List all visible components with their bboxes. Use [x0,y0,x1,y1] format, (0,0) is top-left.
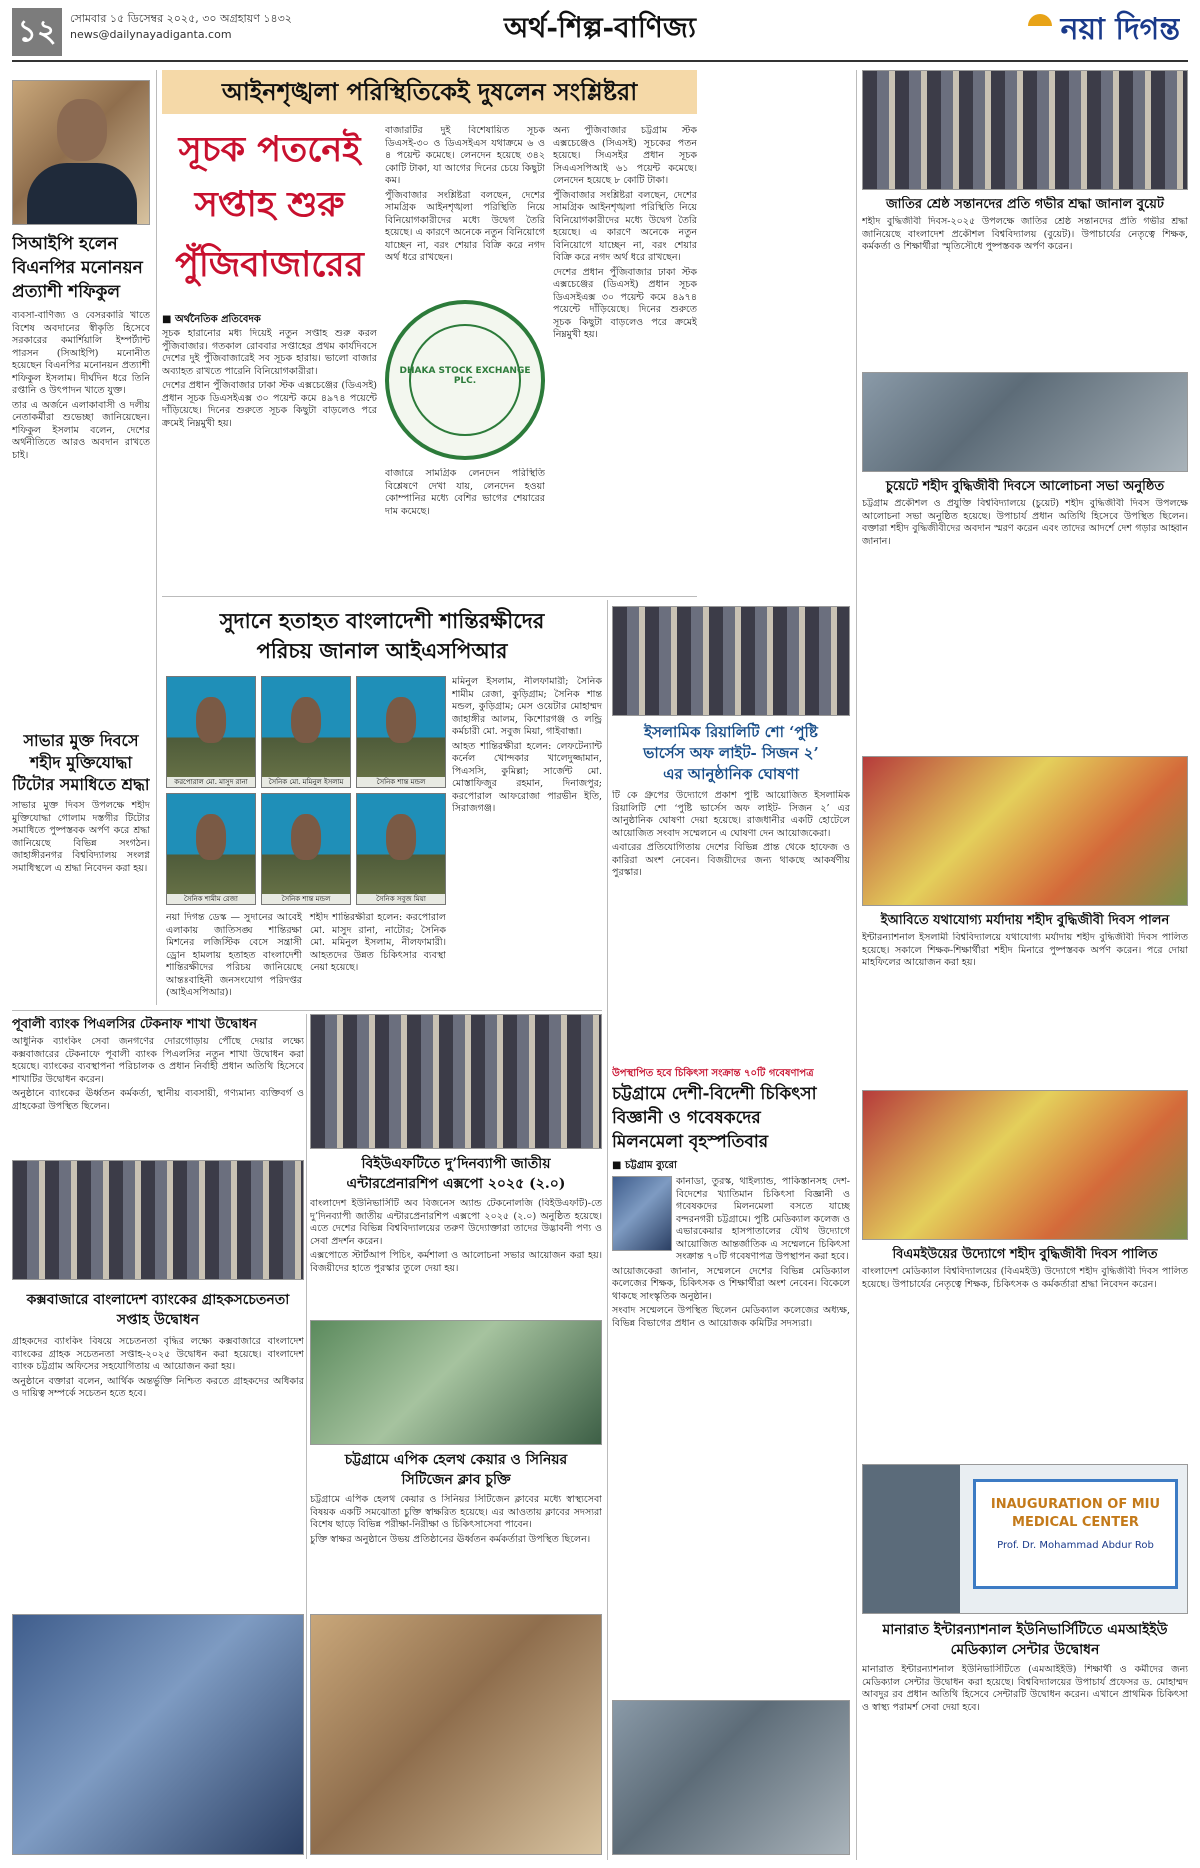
main-headline [162,125,377,305]
dse-seal-text: DHAKA STOCK EXCHANGE PLC. [399,366,531,386]
soldier-photo-2 [261,676,351,788]
dse-seal [385,300,545,460]
expo-headline [310,1154,602,1194]
islamic-show-photo [612,606,850,716]
miu-banner-board [973,1479,1178,1589]
soldier-label-4: সৈনিক শামীম রেজা [167,894,255,904]
islamic-show-headline-1: ইসলামিক রিয়ালিটি শো ‘পুষ্টি [644,723,818,741]
profile-suit [27,163,137,225]
islamic-show-headline-3: এর আনুষ্ঠানিক ঘোষণা [663,765,799,783]
sudan-headline-line2: পরিচয় জানাল আইএসপিআর [256,638,508,663]
main-col3-p1: অন্য পুঁজিবাজার চট্টগ্রাম স্টক এক্সচেঞ্জেও (সিএসই) সূচকের পতন হয়েছে। সিএসইর প্রধান সূচক সিএএসপিআই ৬১ পয়েন্ট কমেছে। লেনদেন হয়েছে ৮ কোটি টাকা। [553,125,697,186]
miu-title [862,1620,1188,1660]
main-col2 [385,125,545,295]
soldier-label-3: সৈনিক শান্ত মন্ডল [357,777,445,787]
pubali-p1: আধুনিক ব্যাংকিং সেবা জনগণের দোরগোড়ায় পৌঁছে দেয়ার লক্ষ্যে কক্সবাজারের টেকনাফে পূবালী ব্যাংক পিএলসির নতুন শাখা উদ্বোধন করা হয়েছে। ব্যাংকের ব্যবস্থাপনা পরিচালক ও প্রধান নির্বাহী প্রধান অতিথি হিসেবে শাখাটির উদ্বোধন করেন। [12,1036,304,1085]
main-byline: ■ অর্থনৈতিক প্রতিবেদক [162,314,261,325]
bmu-photo [862,1090,1188,1240]
iubat-title: ইআবিতে যথাযোগ্য মর্যাদায় শহীদ বুদ্ধিজীবী দিবস পালন [880,913,1170,928]
buet-text: শহীদ বুদ্ধিজীবী দিবস-২০২৫ উপলক্ষে জাতির শ্রেষ্ঠ সন্তানদের প্রতি গভীর শ্রদ্ধা জানিয়েছে বাংলাদেশ প্রকৌশল বিশ্ববিদ্যালয় (বুয়েট)। উপাচার্যের নেতৃত্বে শিক্ষক, কর্মকর্তা ও শিক্ষার্থীরা স্মৃতিসৌধে পুষ্পস্তবক অর্পণ করেন। [862,216,1188,252]
soldier-photo-grid [166,676,446,906]
main-col2b [385,468,545,588]
logo-sun-icon [1028,14,1052,26]
epic-headline [310,1450,602,1490]
soldier-photo-1 [166,676,256,788]
expo-headline-1: বিইউএফটিতে দু’দিনব্যাপী জাতীয় [361,1156,551,1172]
header-date: সোমবার ১৫ ডিসেম্বর ২০২৫, ৩০ অগ্রহায়ণ ১৪৩২ [70,12,292,25]
epic-p2: চুক্তি স্বাক্ষর অনুষ্ঠানে উভয় প্রতিষ্ঠানের ঊর্ধ্বতন কর্মকর্তারা উপস্থিত ছিলেন। [310,1533,591,1545]
epic-headline-2: সিটিজেন ক্লাব চুক্তি [401,1472,511,1488]
bmu-text: বাংলাদেশ মেডিক্যাল বিশ্ববিদ্যালয়ের (বিএমইউ) উদ্যোগে শহীদ বুদ্ধিজীবী দিবস পালিত হয়েছে। উপাচার্যের নেতৃত্বে শিক্ষক, চিকিৎসক ও কর্মকর্তারা শ্রদ্ধা নিবেদন করেন। [862,1266,1188,1290]
miu-banner-title: INAUGURATION OF MIU MEDICAL CENTER [990,1497,1161,1530]
bmu-title: বিএমইউয়ের উদ্যোগে শহীদ বুদ্ধিজীবী দিবস পালিত [892,1247,1158,1262]
ctg-medical-text [612,1176,850,1686]
profile-photo [12,80,150,225]
left-lower-rule [12,1010,602,1011]
sudan-side-p1: মমিনুল ইসলাম, নীলফামারী; সৈনিক শামীম রেজা, কুড়িগ্রাম; সৈনিক শান্ত মন্ডল, কুড়িগ্রাম; মেস ওয়েটার মোহাম্মদ জাহাঙ্গীর আলম, কিশোরগঞ্জ ও লন্ড্রি কর্মচারী মো. সবুজ মিয়া, গাইবান্ধা। [452,676,602,737]
ctg-medical-headline-1: চট্টগ্রামে দেশী-বিদেশী চিকিৎসা [612,1084,817,1104]
savar-text [12,800,150,1000]
center-bottom-photo [310,1614,602,1855]
soldier-label-1: করপোরাল মো. মাসুদ রানা [167,777,255,787]
miu-title-1: মানারাত ইন্টারন্যাশনাল ইউনিভার্সিটিতে এমআইইউ [882,1622,1168,1638]
epic-photo [310,1320,602,1445]
islamic-show-headline [612,722,850,785]
pubali-photo [12,1160,304,1280]
sudan-body [166,912,446,1006]
buet-title: জাতির শ্রেষ্ঠ সন্তানদের প্রতি গভীর শ্রদ্ধা জানাল বুয়েট [885,197,1164,212]
masthead-logo [930,10,1180,54]
soldier-photo-3 [356,676,446,788]
ctg-medical-p1 [612,1176,850,1264]
main-col3-p3: দেশের প্রধান পুঁজিবাজার ঢাকা স্টক এক্সচেঞ্জের (ডিএসই) প্রধান সূচক ডিএসইএক্স ৩০ পয়েন্ট কমে ৪৯৭৪ পয়েন্টে দাঁড়িয়েছে। দিনের শুরুতে সূচক কিছুটা বাড়লেও পরে ক্রমেই নিম্নমুখী হয়। [553,266,697,340]
sudan-body-p2: শহীদ শান্তিরক্ষীরা হলেন: করপোরাল মো. মাসুদ রানা, নাটোর; সৈনিক মো. মমিনুল ইসলাম, নীলফামারী। আহতদের উন্নত চিকিৎসার ব্যবস্থা নেয়া হয়েছে। [310,912,446,973]
sudan-body-p1: নয়া দিগন্ত ডেস্ক — সুদানের আবেই এলাকায় জাতিসঙ্ঘ শান্তিরক্ষা মিশনের লজিস্টিক বেসে সন্ত্রাসী ড্রোন হামলায় হতাহত বাংলাদেশী শান্তিরক্ষীদের পরিচয় জানিয়েছে আন্তঃবাহিনী জনসংযোগ পরিদপ্তর (আইএসপিআর)। [166,912,302,998]
islamic-show-headline-2: ভার্সেস অফ লাইট- সিজন ২’ [643,744,819,762]
main-byline-text: অর্থনৈতিক প্রতিবেদক [174,314,261,325]
page-number: ১২ [17,14,57,49]
epic-headline-1: চট্টগ্রামে এপিক হেলথ কেয়ার ও সিনিয়র [344,1452,568,1468]
epic-text [310,1494,602,1604]
miu-photo [862,1464,1188,1614]
ctg-medical-byline-text: চট্টগ্রাম ব্যুরো [624,1160,677,1171]
ctg-medical-byline: ■ চট্টগ্রাম ব্যুরো [612,1160,677,1171]
main-col3 [553,125,697,588]
mid-col-rule [607,600,608,1860]
page-number-box [12,8,62,56]
main-banner [162,70,697,114]
pubali-text [12,1036,304,1156]
profile-text-p2: তার এ অর্জনে এলাকাবাসী ও দলীয় নেতাকর্মীরা শুভেচ্ছা জানিয়েছেন। শফিকুল ইসলাম বলেন, দেশের অর্থনীতিতে আরও অবদান রাখতে চাই। [12,399,150,461]
coxs-text [12,1336,304,1606]
ctg-medical-headline-3: মিলনমেলা বৃহস্পতিবার [612,1132,769,1152]
main-col2-p1: বাজারটির দুই বিশেষায়িত সূচক ডিএসই-৩০ ও ডিএসইএস যথাক্রমে ৬ ও ৪ পয়েন্ট কমেছে। লেনদেন হয়েছে ৩৪২ কোটি টাকা, যা আগের দিনের চেয়ে কিছুটা কম। [385,125,545,186]
soldier-label-6: সৈনিক সবুজ মিয়া [357,894,445,904]
right-col-rule [856,70,857,1860]
savar-text-p1: সাভার মুক্ত দিবস উপলক্ষে শহীদ মুক্তিযোদ্ধা গোলাম দস্তগীর টিটোর সমাধিতে পুষ্পস্তবক অর্পণ করে শ্রদ্ধা জানিয়েছে বিভিন্ন সংগঠন। জাহাঙ্গীরনগর বিশ্ববিদ্যালয় সংলগ্ন সমাধিস্থলে এ শ্রদ্ধা নিবেদন করা হয়। [12,800,150,874]
main-col1-p2: দেশের প্রধান পুঁজিবাজার ঢাকা স্টক এক্সচেঞ্জের (ডিএসই) প্রধান সূচক ডিএসইএক্স ৩০ পয়েন্ট কমে ৪৯৭৪ পয়েন্টে দাঁড়িয়েছে। দিনের শুরুতে সূচক কিছুটা বাড়লেও পরে ক্রমেই নিম্নমুখী হয়। [162,380,377,429]
coxs-p2: অনুষ্ঠানে বক্তারা বলেন, আর্থিক অন্তর্ভুক্তি নিশ্চিত করতে গ্রাহকদের অধিকার ও দায়িত্ব সম্পর্কে সচেতন হতে হবে। [12,1375,304,1399]
expo-p2: এক্সপোতে স্টার্টআপ পিচিং, কর্মশালা ও আলোচনা সভার আয়োজন করা হয়। বিজয়ীদের হাতে পুরস্কার তুলে দেয়া হয়। [310,1250,602,1274]
soldier-photo-6 [356,793,446,905]
header-email[interactable]: news@dailynayadiganta.com [70,28,232,41]
expo-p1: বাংলাদেশ ইউনিভার্সিটি অব বিজনেস অ্যান্ড টেকনোলজি (বিইউএফটি)-তে দু’দিনব্যাপী জাতীয় এন্টারপ্রেনারশিপ এক্সপো ২০২৫ (২.০) অনুষ্ঠিত হয়েছে। এতে দেশের বিভিন্ন বিশ্ববিদ্যালয়ের তরুণ উদ্যোক্তারা তাদের উদ্ভাবনী পণ্য ও সেবা প্রদর্শন করেন। [310,1198,602,1247]
miu-banner-name: Prof. Dr. Mohammad Abdur Rob [997,1540,1154,1551]
ctg-medical-p2: আয়োজকেরা জানান, সম্মেলনে দেশের বিভিন্ন মেডিক্যাল কলেজের শিক্ষক, চিকিৎসক ও শিক্ষার্থীরা অংশ নেবেন। বিকেলে থাকছে সাংস্কৃতিক অনুষ্ঠান। [612,1265,850,1302]
section-title: অর্থ-শিল্প-বাণিজ্য [503,11,696,44]
main-headline-line3: পুঁজিবাজারের [175,244,364,285]
profile-text-p1: ব্যবসা-বাণিজ্য ও বেসরকারি খাতে বিশেষ অবদানের স্বীকৃতি হিসেবে সরকারের কমার্শিয়ালি ইম্পর্ট্যান্ট পারসন (সিআইপি) মনোনীত হয়েছেন বিএনপির মনোনয়ন প্রত্যাশী শফিকুল ইসলাম। দীর্ঘদিন ধরে তিনি রপ্তানি ও উৎপাদন খাতে যুক্ত। [12,310,150,396]
soldier-label-5: সৈনিক শান্ত মন্ডল [262,894,350,904]
iubat-text: ইন্টারন্যাশনাল ইসলামী বিশ্ববিদ্যালয়ে যথাযোগ্য মর্যাদায় শহীদ বুদ্ধিজীবী দিবস পালিত হয়েছে। সকালে শিক্ষক-শিক্ষার্থীরা শহীদ মিনারে পুষ্পস্তবক অর্পণ করেন। পরে দোয়া মাহফিলের আয়োজন করা হয়। [862,932,1188,968]
ctg-medical-headline [612,1082,850,1154]
logo-text: নয়া দিগন্ত [1060,12,1180,47]
pubali-p2: অনুষ্ঠানে ব্যাংকের ঊর্ধ্বতন কর্মকর্তা, স্থানীয় ব্যবসায়ী, গণ্যমান্য ব্যক্তিবর্গ ও গ্রাহকেরা উপস্থিত ছিলেন। [12,1088,304,1112]
ctg-medical-kicker: উপস্থাপিত হবে চিকিৎসা সংক্রান্ত ৭০টি গবেষণাপত্র [612,1068,814,1079]
soldier-photo-5 [261,793,351,905]
cuet-text: চট্টগ্রাম প্রকৌশল ও প্রযুক্তি বিশ্ববিদ্যালয়ে (চুয়েট) শহীদ বুদ্ধিজীবী দিবস উপলক্ষে আলোচনা সভা অনুষ্ঠিত হয়েছে। উপাচার্য প্রধান অতিথি হিসেবে উপস্থিত ছিলেন। বক্তারা শহীদ বুদ্ধিজীবীদের অবদান স্মরণ করেন এবং তাদের আদর্শে দেশ গড়ার আহ্বান জানান। [862,498,1188,547]
savar-headline: সাভার মুক্ত দিবসে শহীদ মুক্তিযোদ্ধা টিটোর সমাধিতে শ্রদ্ধা [12,731,150,794]
cuet-title: চুয়েটে শহীদ বুদ্ধিজীবী দিবসে আলোচনা সভা অনুষ্ঠিত [885,479,1165,494]
ctg-medical-p3: সংবাদ সম্মেলনে উপস্থিত ছিলেন মেডিক্যাল কলেজের অধ্যক্ষ, বিভিন্ন বিভাগের প্রধান ও আয়োজক কমিটির সদস্যরা। [612,1305,850,1329]
main-col3-p2: পুঁজিবাজার সংশ্লিষ্টরা বলছেন, দেশের সামগ্রিক আইনশৃঙ্খলা পরিস্থিতি নিয়ে বিনিয়োগকারীদের মধ্যে উদ্বেগ তৈরি হয়েছে। এ কারণে অনেকে নতুন বিনিয়োগে যাচ্ছেন না, বরং শেয়ার বিক্রি করে নগদ অর্থ ধরে রাখছেন। [553,189,697,263]
main-col2b-p1: বাজারে সামগ্রিক লেনদেন পরিস্থিতি বিশ্লেষণে দেখা যায়, লেনদেন হওয়া কোম্পানির মধ্যে বেশির ভাগের শেয়ারের দাম কমেছে। [385,468,545,517]
main-col1 [162,328,377,588]
ctg-medical-headline-2: বিজ্ঞানী ও গবেষকদের [612,1108,761,1128]
iubat-photo [862,756,1188,906]
miu-title-2: মেডিক্যাল সেন্টার উদ্বোধন [950,1642,1100,1658]
sudan-headline [162,606,602,666]
header-rule [12,60,1188,62]
left-col-rule [156,70,157,1005]
sudan-headline-line1: সুদানে হতাহত বাংলাদেশী শান্তিরক্ষীদের [219,608,545,633]
coxs-photo [12,1614,304,1855]
main-banner-text: আইনশৃঙ্খলা পরিস্থিতিকেই দুষলেন সংশ্লিষ্টরা [221,77,638,106]
miu-text: মানারাত ইন্টারন্যাশনাল ইউনিভার্সিটিতে (এমআইইউ) শিক্ষার্থী ও কর্মীদের জন্য মেডিক্যাল সেন্টার উদ্বোধন করা হয়েছে। বিশ্ববিদ্যালয়ের উপাচার্য প্রফেসর ড. মোহাম্মদ আবদুর রব প্রধান অতিথি হিসেবে সেন্টারটি উদ্বোধন করেন। এখানে প্রাথমিক চিকিৎসা ও স্বাস্থ্য পরামর্শ সেবা দেয়া হবে। [862,1664,1188,1713]
expo-photo [310,1014,602,1149]
soldier-photo-4 [166,793,256,905]
profile-text [12,310,150,715]
main-headline-line1: সূচক পতনেই [178,129,361,170]
coxs-p1: গ্রাহকদের ব্যাংকিং বিষয়ে সচেতনতা বৃদ্ধির লক্ষ্যে কক্সবাজারে বাংলাদেশ ব্যাংকের গ্রাহক সচেতনতা সপ্তাহ-২০২৫ উদ্বোধন করা হয়েছে। বাংলাদেশ ব্যাংক চট্টগ্রাম অফিসের সহযোগিতায় এ আয়োজন করা হয়। [12,1336,304,1372]
main-col1-p1: সূচক হারানোর মধ্য দিয়েই নতুন সপ্তাহ শুরু করল পুঁজিবাজার। গতকাল রোববার সপ্তাহের প্রথম কার্যদিবসে দেশের দুই পুঁজিবাজারেই সব সূচক হারায়। ভালো বাজার অব্যাহত রাখতে পারেনি বিনিয়োগকারীরা। [162,328,377,377]
main-col2-p2: পুঁজিবাজার সংশ্লিষ্টরা বলছেন, দেশের সামগ্রিক আইনশৃঙ্খলা পরিস্থিতি নিয়ে বিনিয়োগকারীদের মধ্যে উদ্বেগ তৈরি হয়েছে। এ কারণে অনেকে নতুন বিনিয়োগে যাচ্ছেন না, বরং শেয়ার বিক্রি করে নগদ অর্থ ধরে রাখছেন। [385,189,545,263]
sudan-side-text [452,676,602,1006]
islamic-show-text [612,790,850,1060]
main-story-rule [162,596,697,597]
islamic-show-p1: টি কে গ্রুপের উদ্যোগে প্রকাশ পুষ্টি আয়োজিত ইসলামিক রিয়ালিটি শো ‘পুষ্টি ভার্সেস অফ লাইট- সিজন ২’ এর আনুষ্ঠানিক ঘোষণা দেয়া হয়েছে। রাজধানীর একটি হোটেলে আয়োজিত সংবাদ সম্মেলনে এ ঘোষণা দেন আয়োজকেরা। [612,790,850,839]
center-lower-rule [306,1014,307,1859]
sudan-side-p2: আহত শান্তিরক্ষীরা হলেন: লেফটেন্যান্ট কর্নেল খোন্দকার খালেদুজ্জামান, পিএসসি, কুমিল্লা; সার্জেন্ট মো. মোস্তাফিজুর রহমান, দিনাজপুর; করপোরাল আফরোজা পারভীন ইতি, সিরাজগঞ্জ। [452,740,602,814]
expo-headline-2: এন্টারপ্রেনারশিপ এক্সপো ২০২৫ (২.০) [346,1176,566,1192]
ctg-medical-photo [612,1700,850,1855]
main-headline-line2: সপ্তাহ শুরু [194,184,345,225]
cuet-photo [862,372,1188,472]
profile-face [57,99,107,161]
buet-photo [862,70,1188,190]
expo-text [310,1198,602,1308]
coxs-headline: কক্সবাজারে বাংলাদেশ ব্যাংকের গ্রাহকসচেতনতা সপ্তাহ উদ্বোধন [26,1292,290,1328]
islamic-show-p2: এবারের প্রতিযোগিতায় দেশের বিভিন্ন প্রান্ত থেকে হাফেজ ও কারিরা অংশ নেবেন। বিজয়ীদের জন্য থাকছে আকর্ষণীয় পুরস্কার। [612,842,850,878]
ctg-medical-p1-text: কানাডা, তুরস্ক, থাইল্যান্ড, পাকিস্তানসহ দেশ-বিদেশের খ্যাতিমান চিকিৎসা বিজ্ঞানী ও গবেষকদের মিলনমেলা বসতে যাচ্ছে বন্দরনগরী চট্টগ্রামে। পুষ্টি মেডিক্যাল কলেজ ও এভারকেয়ার হাসপাতালের যৌথ উদ্যোগে আয়োজিত আন্তর্জাতিক এ সম্মেলনে চিকিৎসা সংক্রান্ত ৭০টি গবেষণাপত্র উপস্থাপন করা হবে। [676,1176,850,1262]
epic-p1: চট্টগ্রামে এপিক হেলথ কেয়ার ও সিনিয়র সিটিজেন ক্লাবের মধ্যে স্বাস্থ্যসেবা বিষয়ক একটি সমঝোতা চুক্তি স্বাক্ষরিত হয়েছে। এর আওতায় ক্লাবের সদস্যরা বিশেষ ছাড়ে বিভিন্ন পরীক্ষা-নিরীক্ষা ও চিকিৎসাসেবা পাবেন। [310,1494,602,1530]
pubali-headline: পূবালী ব্যাংক পিএলসির টেকনাফ শাখা উদ্বোধন [12,1017,258,1032]
profile-headline: সিআইপি হলেন বিএনপির মনোনয়ন প্রত্যাশী শফিকুল [12,234,143,302]
soldier-label-2: সৈনিক মো. মমিনুল ইসলাম [262,777,350,787]
